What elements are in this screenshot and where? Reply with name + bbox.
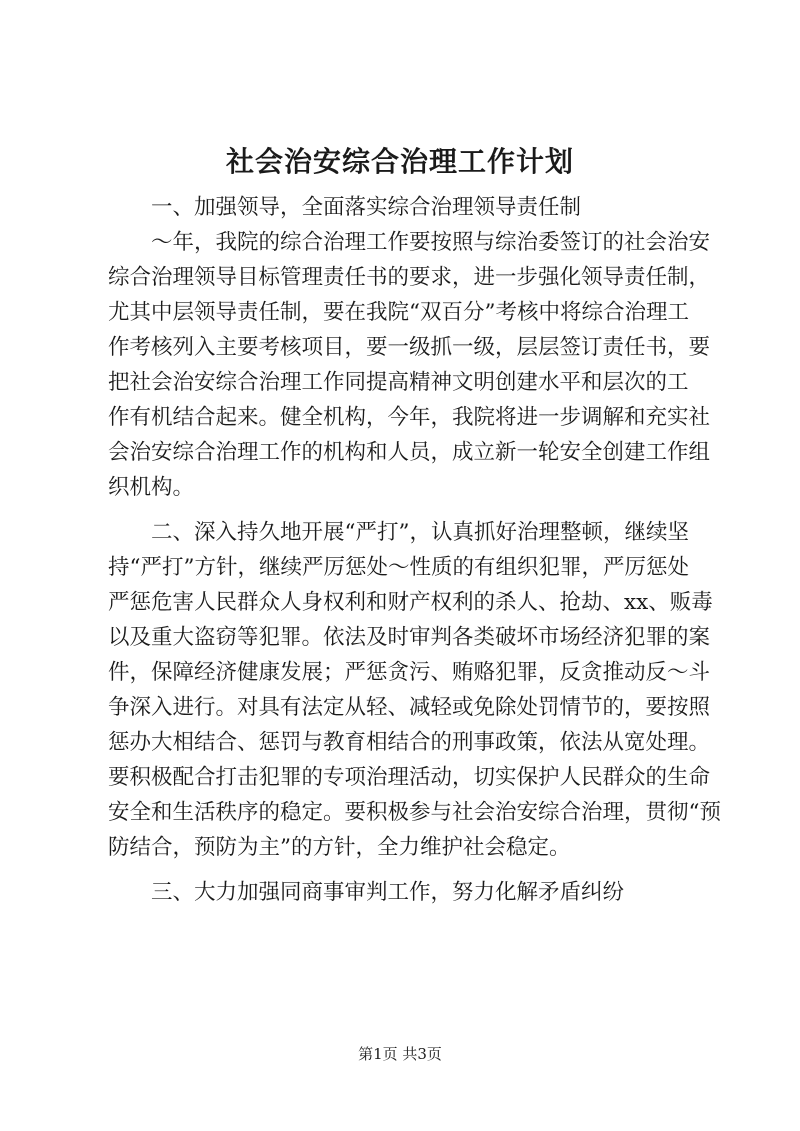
paragraph-line: 织机构。 — [108, 475, 195, 500]
paragraph-line: 持“严打”方针，继续严厉惩处～性质的有组织犯罪，严厉惩处 — [108, 555, 689, 580]
paragraph-line: 作有机结合起来。健全机构，今年，我院将进一步调解和充实社 — [108, 405, 711, 430]
paragraph-line: ～年，我院的综合治理工作要按照与综治委签订的社会治安 — [151, 230, 711, 255]
paragraph-line: 防结合，预防为主”的方针，全力维护社会稳定。 — [108, 835, 571, 860]
section-heading-3: 三、大力加强同商事审判工作，努力化解矛盾纠纷 — [151, 880, 625, 905]
paragraph-line: 把社会治安综合治理工作同提高精神文明创建水平和层次的工 — [108, 370, 689, 395]
page-number-footer: 第1页 共3页 — [358, 1045, 442, 1063]
section-heading-1: 一、加强领导，全面落实综合治理领导责任制 — [151, 195, 582, 220]
document-title: 社会治安综合治理工作计划 — [225, 145, 574, 178]
paragraph-line: 会治安综合治理工作的机构和人员，成立新一轮安全创建工作组 — [108, 440, 711, 465]
section-heading-2: 二、深入持久地开展“严打”，认真抓好治理整顿，继续坚 — [151, 520, 689, 545]
document-body — [108, 190, 721, 910]
paragraph-line: 作考核列入主要考核项目，要一级抓一级，层层签订责任书，要 — [108, 335, 711, 360]
paragraph-line: 综合治理领导目标管理责任书的要求，进一步强化领导责任制， — [108, 265, 711, 290]
paragraph-line: 以及重大盗窃等犯罪。依法及时审判各类破坏市场经济犯罪的案 — [108, 625, 711, 650]
paragraph-line: 安全和生活秩序的稳定。要积极参与社会治安综合治理，贯彻“预 — [108, 800, 721, 825]
paragraph-line: 尤其中层领导责任制，要在我院“双百分”考核中将综合治理工 — [108, 300, 689, 325]
paragraph-line: 要积极配合打击犯罪的专项治理活动，切实保护人民群众的生命 — [108, 765, 711, 790]
paragraph-line: 严惩危害人民群众人身权利和财产权利的杀人、抢劫、xx、贩毒 — [108, 590, 713, 615]
paragraph-line: 惩办大相结合、惩罚与教育相结合的刑事政策，依法从宽处理。 — [108, 730, 711, 755]
paragraph-line: 件，保障经济健康发展；严惩贪污、贿赂犯罪，反贪推动反～斗 — [108, 660, 711, 685]
paragraph-line: 争深入进行。对具有法定从轻、减轻或免除处罚情节的，要按照 — [108, 695, 711, 720]
